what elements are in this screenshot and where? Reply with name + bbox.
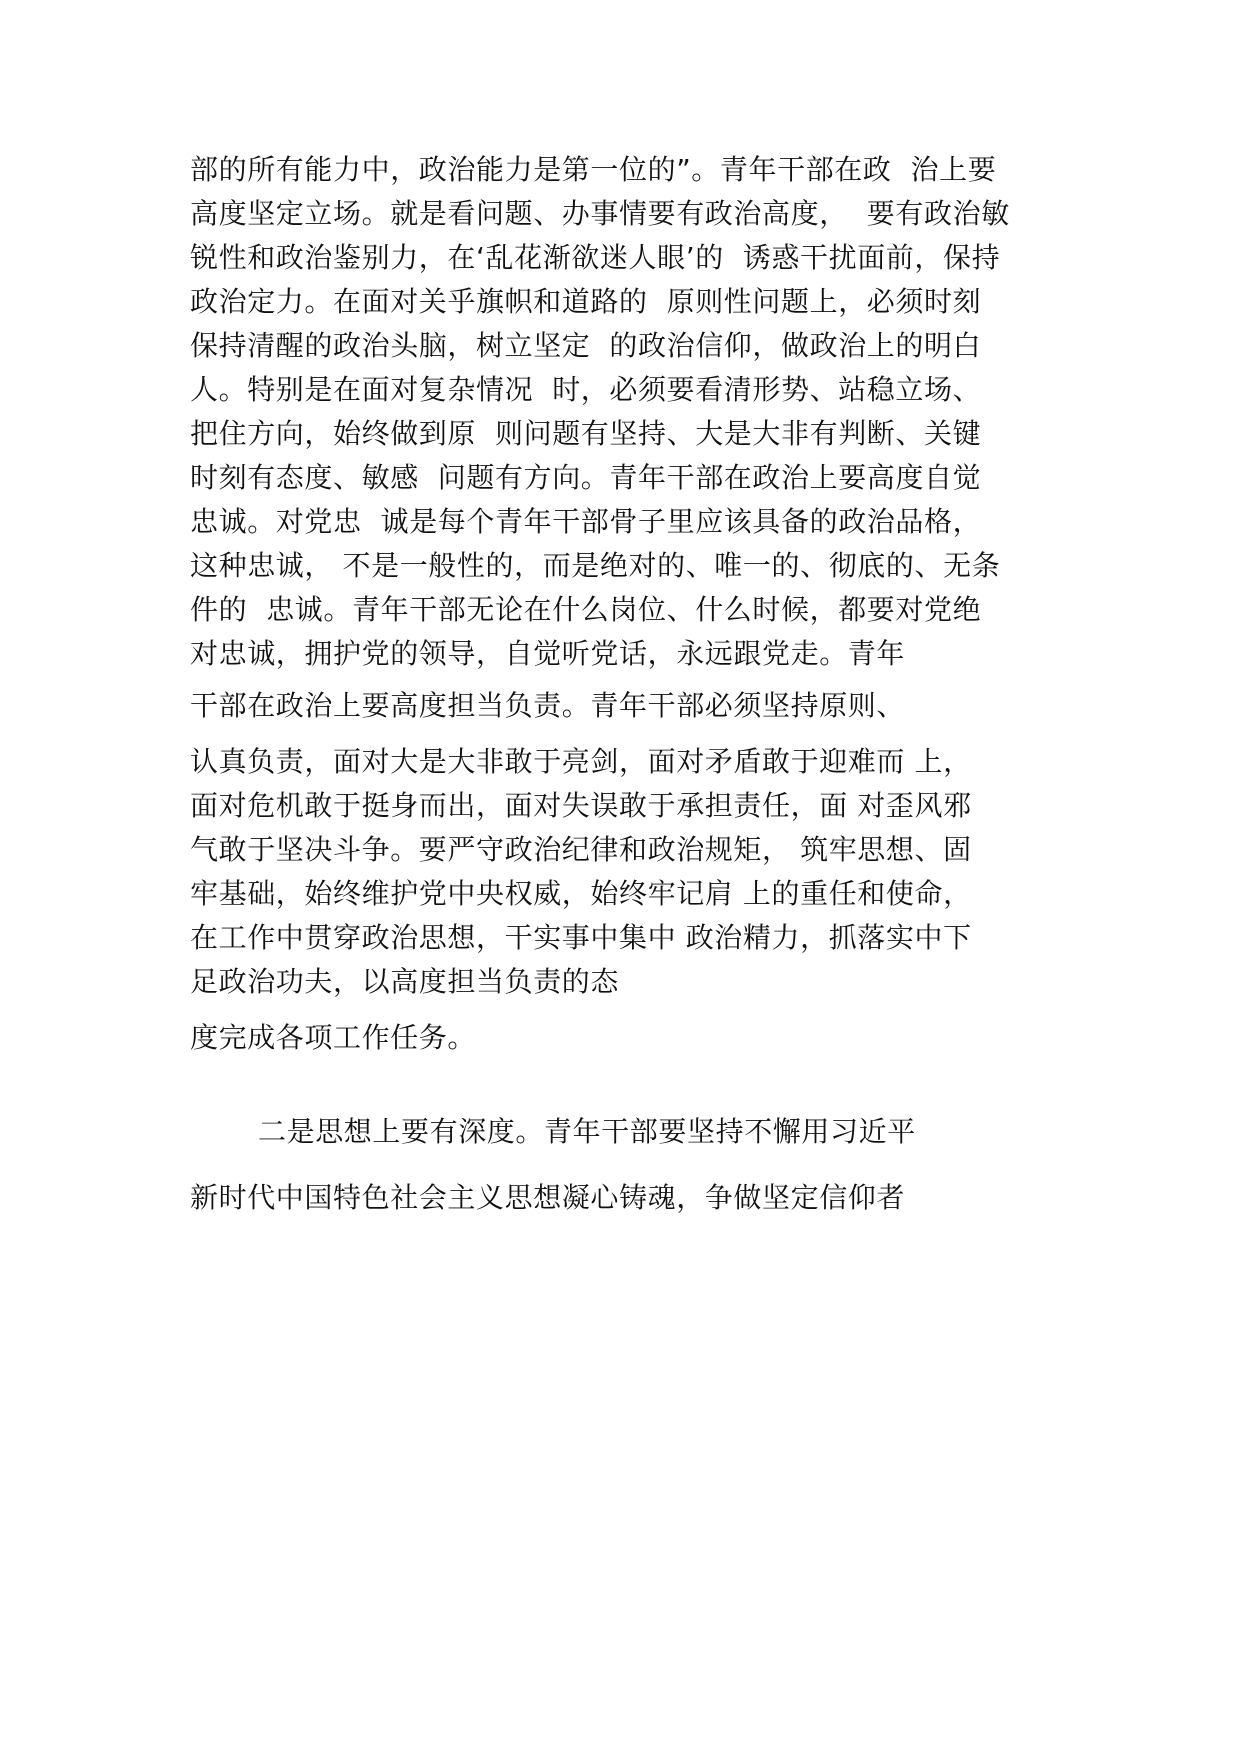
text-line: 度完成各项工作任务。 xyxy=(190,1021,477,1054)
text-line: 部的所有能力中，政治能力是第一位的”。青年干部在政 治上要 xyxy=(190,153,997,186)
text-line: 锐性和政治鉴别力，在‘乱花渐欲迷人眼’的 诱惑干扰面前，保持 xyxy=(190,241,1001,274)
text-line: 气敢于坚决斗争。要严守政治纪律和政治规矩， 筑牢思想、固 xyxy=(190,833,972,866)
text-line: 高度坚定立场。就是看问题、办事情要有政治高度， 要有政治敏 xyxy=(190,197,1010,230)
text-line: 干部在政治上要高度担当负责。青年干部必须坚持原则、 xyxy=(190,689,906,722)
section-heading-line: 二是思想上要有深度。青年干部要坚持不懈用习近平 xyxy=(258,1115,916,1148)
text-line: 认真负责，面对大是大非敢于亮剑，面对矛盾敢于迎难而 上， xyxy=(190,745,972,778)
text-line: 时刻有态度、敏感 问题有方向。青年干部在政治上要高度自觉 xyxy=(190,461,982,494)
text-line: 对忠诚，拥护党的领导，自觉听党话，永远跟党走。青年 xyxy=(190,637,906,670)
text-line: 牢基础，始终维护党中央权威，始终牢记肩 上的重任和使命， xyxy=(190,877,972,910)
text-line: 保持清醒的政治头脑，树立坚定 的政治信仰，做政治上的明白 xyxy=(190,329,982,362)
text-line: 足政治功夫，以高度担当负责的态 xyxy=(190,965,620,998)
text-line: 面对危机敢于挺身而出，面对失误敢于承担责任，面 对歪风邪 xyxy=(190,789,972,822)
text-line: 件的 忠诚。青年干部无论在什么岗位、什么时候，都要对党绝 xyxy=(190,593,982,626)
text-line: 人。特别是在面对复杂情况 时，必须要看清形势、站稳立场、 xyxy=(190,373,982,406)
text-line: 新时代中国特色社会主义思想凝心铸魂，争做坚定信仰者 xyxy=(190,1181,906,1214)
text-line: 这种忠诚， 不是一般性的，而是绝对的、唯一的、彻底的、无条 xyxy=(190,549,1001,582)
text-line: 政治定力。在面对关乎旗帜和道路的 原则性问题上，必须时刻 xyxy=(190,285,982,318)
text-line: 把住方向，始终做到原 则问题有坚持、大是大非有判断、关键 xyxy=(190,417,982,450)
text-line: 忠诚。对党忠 诚是每个青年干部骨子里应该具备的政治品格， xyxy=(190,505,982,538)
text-line: 在工作中贯穿政治思想，干实事中集中 政治精力，抓落实中下 xyxy=(190,921,972,954)
